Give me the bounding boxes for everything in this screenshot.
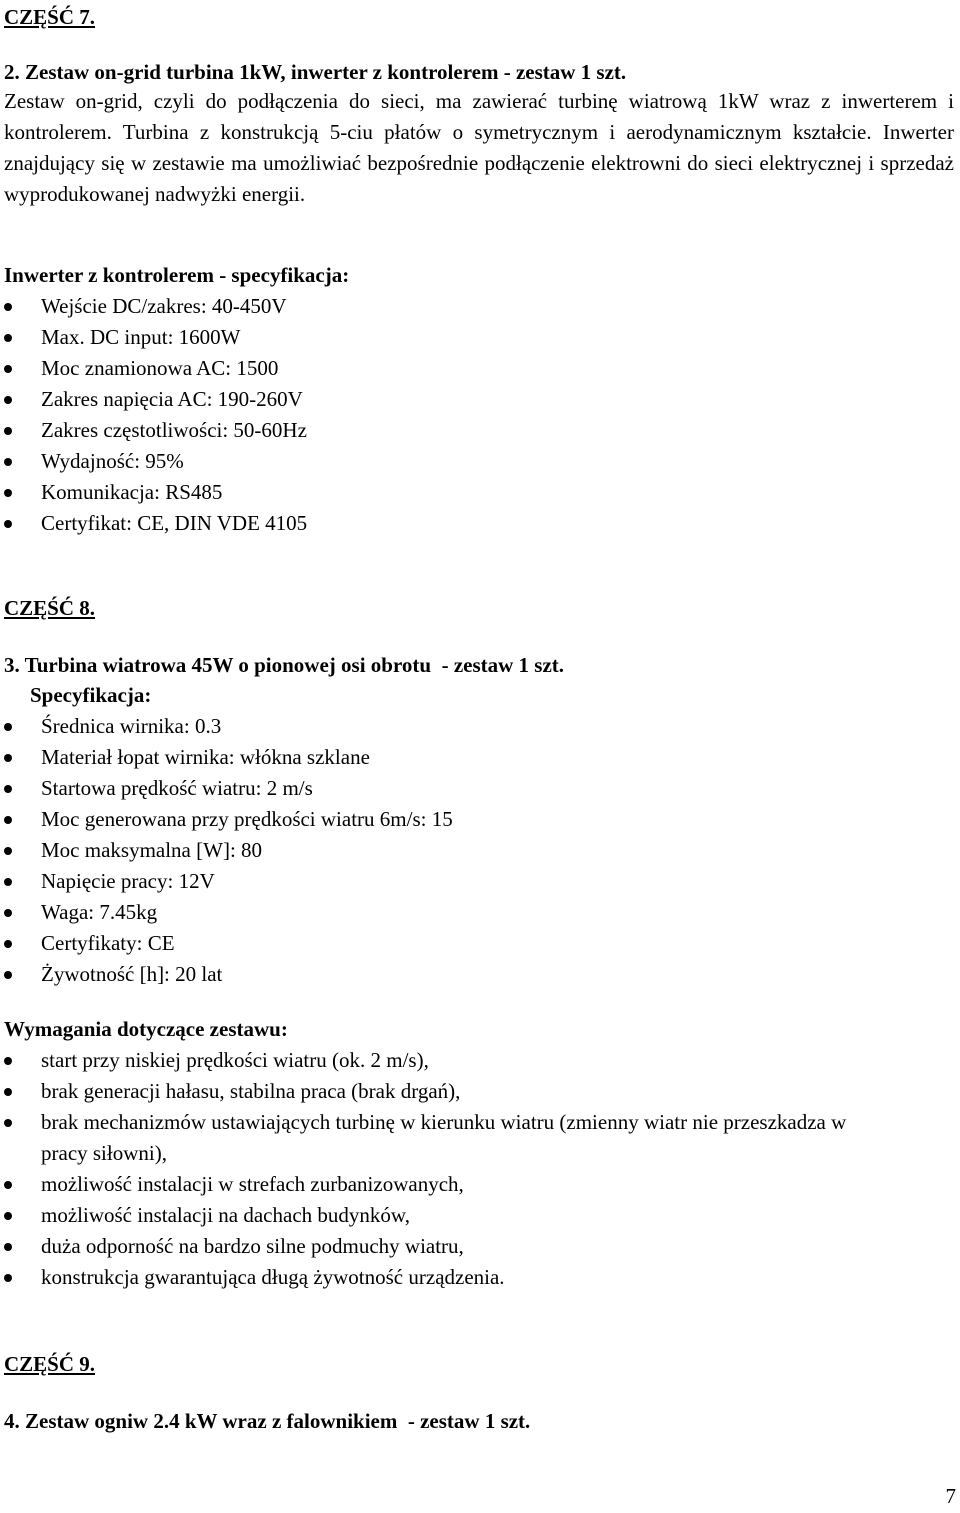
requirement-item: możliwość instalacji na dachach budynków, [4, 1200, 874, 1231]
spec-item: Napięcie pracy: 12V [4, 866, 954, 897]
bullet-icon [4, 1181, 12, 1189]
requirement-item: możliwość instalacji w strefach zurbanizowanych, [4, 1169, 874, 1200]
bullet-icon [4, 396, 12, 404]
spec-item: Materiał łopat wirnika: włókna szklane [4, 742, 954, 773]
part7-spec-title: Inwerter z kontrolerem - specyfikacja: [4, 263, 350, 287]
spec-item: Moc generowana przy prędkości wiatru 6m/s: 15 [4, 804, 954, 835]
bullet-icon [4, 816, 12, 824]
spec-item: Moc maksymalna [W]: 80 [4, 835, 954, 866]
spec-item: Moc znamionowa AC: 1500 [4, 353, 954, 384]
bullet-icon [4, 940, 12, 948]
bullet-icon [4, 847, 12, 855]
bullet-icon [4, 723, 12, 731]
part7-heading: 2. Zestaw on-grid turbina 1kW, inwerter z kontrolerem - zestaw 1 szt. [4, 60, 627, 84]
bullet-icon [4, 489, 12, 497]
spec-item: Startowa prędkość wiatru: 2 m/s [4, 773, 954, 804]
bullet-icon [4, 1057, 12, 1065]
requirement-item: brak mechanizmów ustawiających turbinę w kierunku wiatru (zmienny wiatr nie przeszkadza w pracy siłowni), [4, 1107, 874, 1169]
bullet-icon [4, 334, 12, 342]
bullet-icon [4, 365, 12, 373]
requirement-item: duża odporność na bardzo silne podmuchy wiatru, [4, 1231, 874, 1262]
part8-requirements-title: Wymagania dotyczące zestawu: [4, 1017, 288, 1041]
part7-description: Zestaw on-grid, czyli do podłączenia do sieci, ma zawierać turbinę wiatrową 1kW wraz z inwerterem i kontrolerem. Turbina z konstrukcją 5-ciu płatów o symetrycznym i aerodynamicznym kształcie. Inwerter znajdujący się w zestawie ma umożliwiać bezpośrednie podłączenie elektrowni do sieci elektrycznej i sprzedaż wyprodukowanej nadwyżki energii. [4, 89, 954, 206]
part9-heading: 4. Zestaw ogniw 2.4 kW wraz z falownikiem - zestaw 1 szt. [4, 1409, 531, 1433]
bullet-icon [4, 1119, 12, 1127]
bullet-icon [4, 785, 12, 793]
spec-item: Średnica wirnika: 0.3 [4, 711, 954, 742]
part8-header: CZĘŚĆ 8. [4, 596, 96, 620]
part8-spec-list [4, 711, 954, 990]
bullet-icon [4, 909, 12, 917]
spec-item: Max. DC input: 1600W [4, 322, 954, 353]
bullet-icon [4, 1243, 12, 1251]
bullet-icon [4, 1088, 12, 1096]
spec-item: Certyfikaty: CE [4, 928, 954, 959]
part9-header: CZĘŚĆ 9. [4, 1352, 96, 1376]
bullet-icon [4, 427, 12, 435]
spec-item: Komunikacja: RS485 [4, 477, 954, 508]
page-number: 7 [945, 1484, 956, 1508]
spec-item: Zakres częstotliwości: 50-60Hz [4, 415, 954, 446]
bullet-icon [4, 458, 12, 466]
bullet-icon [4, 878, 12, 886]
part7-spec-list [4, 291, 954, 539]
requirement-item: konstrukcja gwarantująca długą żywotność urządzenia. [4, 1262, 874, 1293]
spec-item: Wydajność: 95% [4, 446, 954, 477]
spec-item: Żywotność [h]: 20 lat [4, 959, 954, 990]
bullet-icon [4, 754, 12, 762]
bullet-icon [4, 520, 12, 528]
spec-item: Waga: 7.45kg [4, 897, 954, 928]
bullet-icon [4, 1274, 12, 1282]
part8-spec-title: Specyfikacja: [30, 683, 152, 707]
spec-item: Certyfikat: CE, DIN VDE 4105 [4, 508, 954, 539]
part8-requirements-list [4, 1045, 874, 1293]
part8-heading: 3. Turbina wiatrowa 45W o pionowej osi obrotu - zestaw 1 szt. [4, 653, 565, 677]
spec-item: Wejście DC/zakres: 40-450V [4, 291, 954, 322]
requirement-item: brak generacji hałasu, stabilna praca (brak drgań), [4, 1076, 874, 1107]
bullet-icon [4, 1212, 12, 1220]
part7-header: CZĘŚĆ 7. [4, 5, 96, 29]
bullet-icon [4, 303, 12, 311]
spec-item: Zakres napięcia AC: 190-260V [4, 384, 954, 415]
bullet-icon [4, 971, 12, 979]
requirement-item: start przy niskiej prędkości wiatru (ok. 2 m/s), [4, 1045, 874, 1076]
